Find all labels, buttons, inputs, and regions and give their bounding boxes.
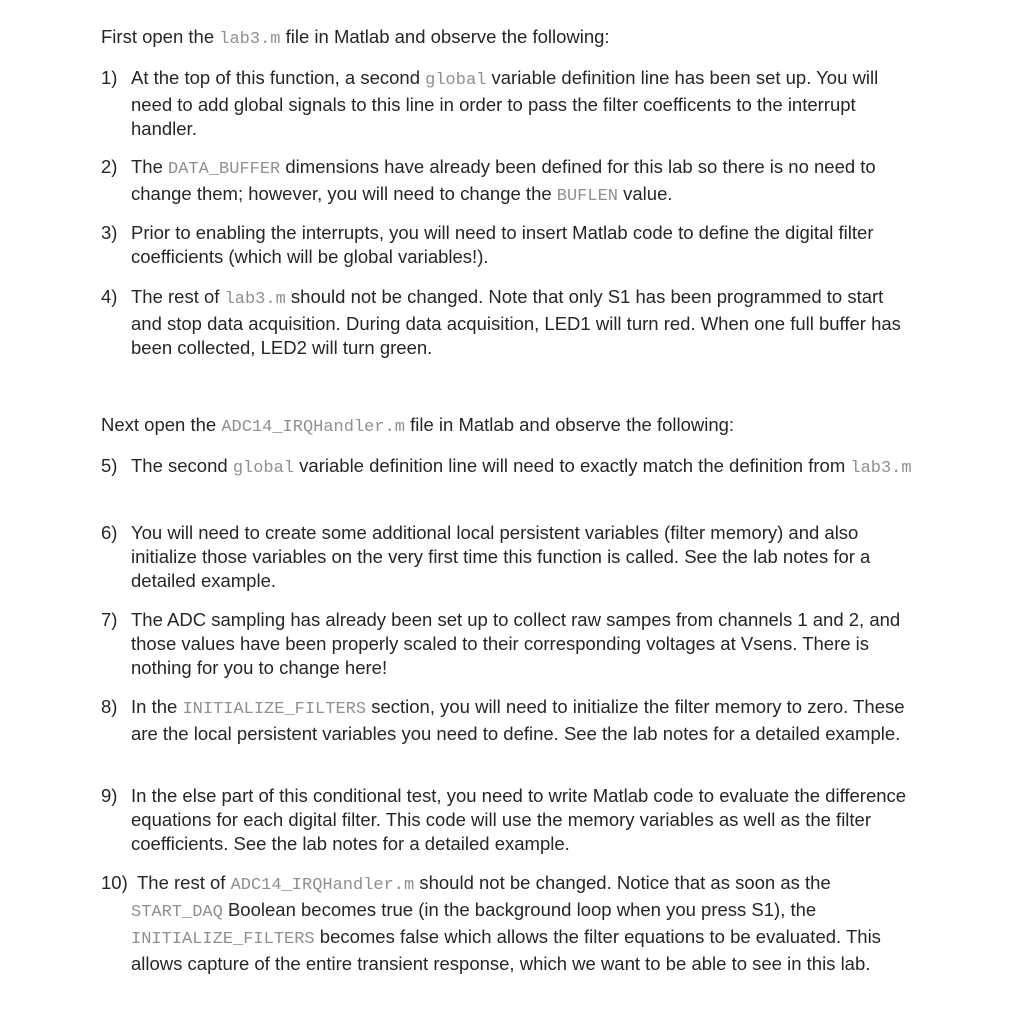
item-text: The DATA_BUFFER dimensions have already been defined for this lab so there is no need to change them; however, you will need to change the BUFLEN value. <box>131 156 876 206</box>
intro-text: file in Matlab and observe the following: <box>280 26 610 47</box>
code-global: global <box>425 71 487 90</box>
code-start-daq: START_DAQ <box>131 903 223 922</box>
item-text: In the INITIALIZE_FILTERS section, you will need to initialize the filter memory to zero. These are the local persistent variables you need to define. See the lab notes for a detailed example. <box>131 696 905 744</box>
item-text: The second global variable definition line will need to exactly match the definition from lab3.m <box>131 455 912 478</box>
item-number: 5) <box>101 455 118 476</box>
code-global: global <box>232 459 295 478</box>
item-text: The rest of ADC14_IRQHandler.m should not be changed. Notice that as soon as the START_DAQ Boolean becomes true (in the background loop when you press S1), the INITIALIZE_FILTERS becomes false which allows the filter equations to be evaluated. This allows capture of the entire transient response, which we want to be able to see in this lab. <box>131 872 881 974</box>
list-item <box>101 66 916 141</box>
code-lab3: lab3.m <box>224 290 286 309</box>
code-data-buffer: DATA_BUFFER <box>168 160 281 179</box>
list-item <box>101 871 916 976</box>
item-number: 8) <box>101 696 118 717</box>
intro-text: Next open the <box>101 414 222 435</box>
item-number: 10) <box>101 872 128 893</box>
code-buflen: BUFLEN <box>556 187 618 206</box>
item-text: At the top of this function, a second global variable definition line has been set up. You will need to add global signals to this line in order to pass the filter coefficents to the interrupt handler. <box>131 67 879 139</box>
filename-code: lab3.m <box>219 30 281 49</box>
item-number: 1) <box>101 67 118 88</box>
list-item <box>101 285 916 360</box>
filename-code: ADC14_IRQHandler.m <box>221 418 405 437</box>
list-item <box>101 521 916 593</box>
list-item <box>101 608 916 680</box>
list-item <box>101 784 916 856</box>
code-lab3: lab3.m <box>850 459 912 478</box>
code-initialize-filters: INITIALIZE_FILTERS <box>182 700 367 719</box>
code-initialize-filters: INITIALIZE_FILTERS <box>131 930 315 949</box>
code-adc14-handler: ADC14_IRQHandler.m <box>230 876 415 895</box>
intro-text: file in Matlab and observe the following: <box>404 414 735 435</box>
list-item <box>101 695 916 746</box>
item-text: In the else part of this conditional test, you need to write Matlab code to evaluate the difference equations for each digital filter. This code will use the memory variables as well as the filter coefficients. See the lab notes for a detailed example. <box>131 785 907 854</box>
item-number: 3) <box>101 222 118 243</box>
intro-paragraph-lab3 <box>101 25 610 52</box>
item-number: 9) <box>101 785 118 806</box>
item-number: 4) <box>101 286 118 307</box>
item-text: Prior to enabling the interrupts, you will need to insert Matlab code to define the digital filter coefficients (which will be global variables!). <box>131 222 874 267</box>
item-number: 6) <box>101 522 118 543</box>
item-text: The ADC sampling has already been set up to collect raw sampes from channels 1 and 2, and those values have been properly scaled to their corresponding voltages at Vsens. There is nothing for you to change here! <box>131 609 901 678</box>
intro-paragraph-adc14 <box>101 413 734 440</box>
list-item <box>101 454 916 481</box>
item-text: You will need to create some additional local persistent variables (filter memory) and also initialize those variables on the very first time this function is called. See the lab notes for a detailed example. <box>131 522 871 591</box>
item-number: 7) <box>101 609 118 630</box>
item-number: 2) <box>101 156 118 177</box>
list-item <box>101 221 916 269</box>
intro-text: First open the <box>101 26 220 47</box>
item-text: The rest of lab3.m should not be changed. Note that only S1 has been programmed to start and stop data acquisition. During data acquisition, LED1 will turn red. When one full buffer has been collected, LED2 will turn green. <box>131 286 901 358</box>
list-item <box>101 155 916 209</box>
